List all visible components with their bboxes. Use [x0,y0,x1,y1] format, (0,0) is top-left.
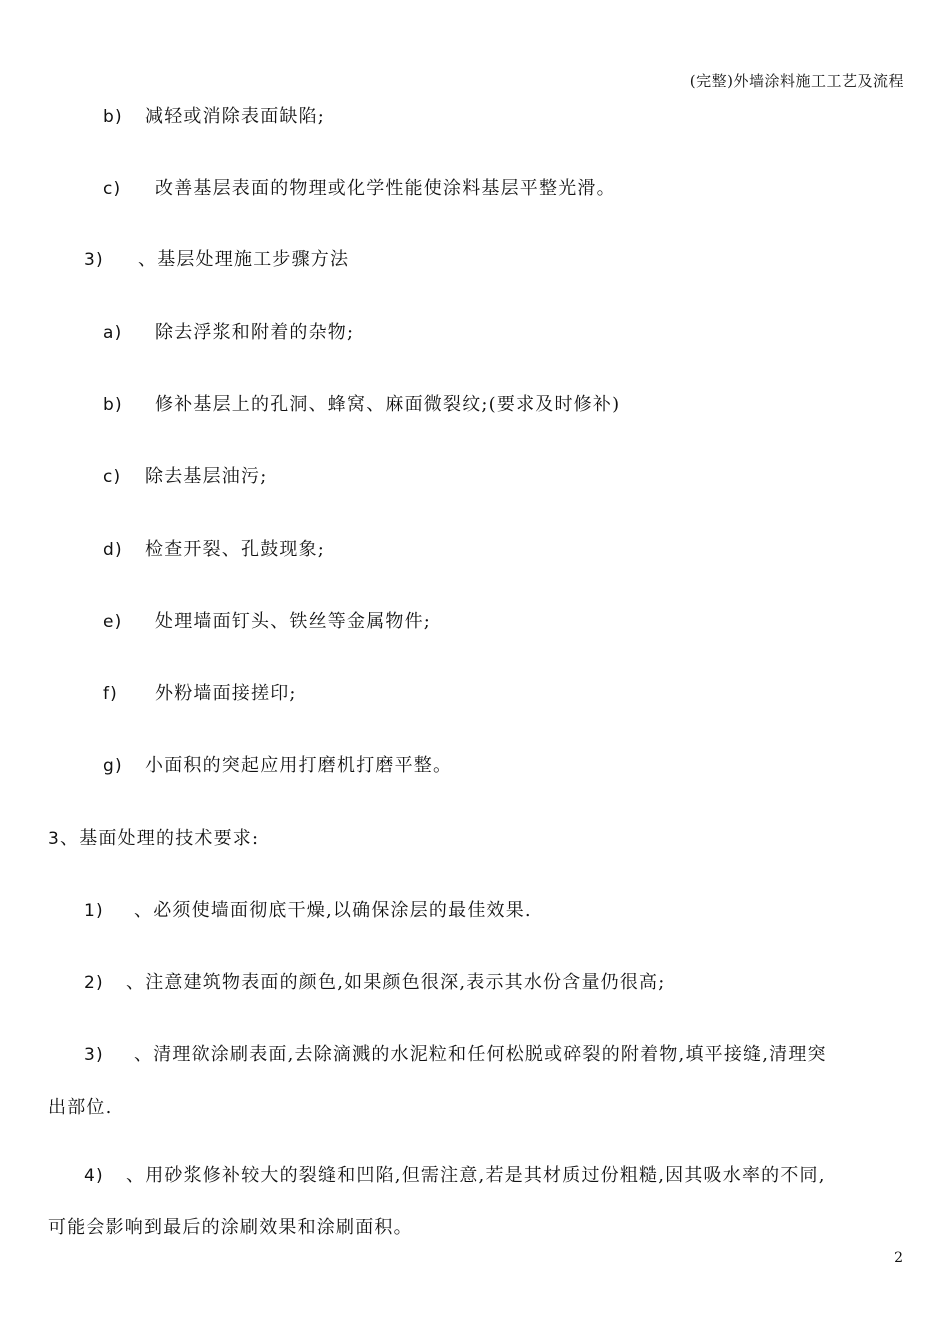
item-text: 出部位. [48,1097,113,1118]
continuation-line [48,1093,113,1119]
item-marker: 1) [84,901,104,921]
list-item [103,462,267,488]
running-header: (完整)外墙涂料施工工艺及流程 [689,72,904,90]
list-item [103,607,431,633]
item-marker: b) [103,395,123,415]
list-item [103,535,325,561]
section-number: 3 [48,829,61,849]
item-text: 检查开裂、孔鼓现象; [145,539,326,560]
item-marker: b) [103,107,123,127]
list-item [103,390,620,416]
section-title: 、基面处理的技术要求: [60,828,260,849]
item-marker: f) [103,684,119,704]
item-marker: d) [103,540,123,560]
item-text: 、基层处理施工步骤方法 [138,249,350,270]
item-marker: 2) [84,973,104,993]
section-heading [48,824,259,850]
list-item [84,245,349,271]
item-text: 修补基层上的孔洞、蜂窝、麻面微裂纹;(要求及时修补) [155,394,621,415]
item-marker: 4) [84,1166,104,1186]
item-text: 、清理欲涂刷表面,去除滴溅的水泥粒和任何松脱或碎裂的附着物,填平接缝,清理突 [134,1044,827,1065]
list-item [103,679,297,705]
item-text: 外粉墙面接搓印; [155,683,297,704]
page-number: 2 [894,1250,903,1266]
continuation-line [48,1213,413,1239]
item-marker: c) [103,179,122,199]
item-text: 改善基层表面的物理或化学性能使涂料基层平整光滑。 [155,178,616,199]
list-item [84,1040,827,1066]
item-text: 小面积的突起应用打磨机打磨平整。 [145,755,453,776]
item-marker: a) [103,323,123,343]
item-text: 、用砂浆修补较大的裂缝和凹陷,但需注意,若是其材质过份粗糙,因其吸水率的不同, [126,1165,826,1186]
item-text: 处理墙面钉头、铁丝等金属物件; [155,611,432,632]
list-item [84,968,666,994]
item-marker: e) [103,612,123,632]
list-item [103,318,354,344]
list-item [84,896,532,922]
item-marker: 3) [84,1045,104,1065]
item-text: 、必须使墙面彻底干燥,以确保涂层的最佳效果. [134,900,532,921]
list-item [103,102,325,128]
item-marker: 3) [84,250,104,270]
item-text: 可能会影响到最后的涂刷效果和涂刷面积。 [48,1217,413,1238]
item-text: 、注意建筑物表面的颜色,如果颜色很深,表示其水份含量仍很高; [126,972,666,993]
list-item [103,174,616,200]
item-text: 除去浮浆和附着的杂物; [155,322,355,343]
item-text: 减轻或消除表面缺陷; [145,106,326,127]
item-text: 除去基层油污; [145,466,268,487]
item-marker: c) [103,467,122,487]
item-marker: g) [103,756,123,776]
list-item [103,751,452,777]
list-item [84,1161,826,1187]
